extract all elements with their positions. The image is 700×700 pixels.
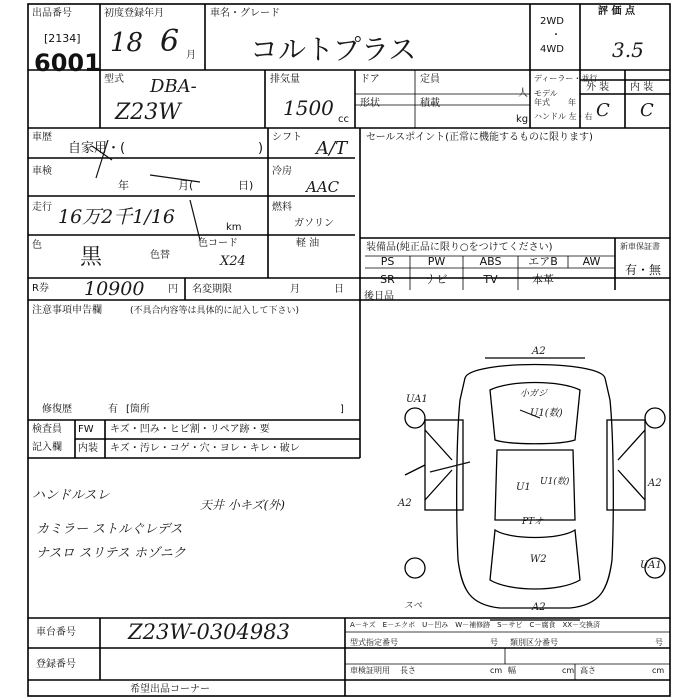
recycle-value: 10900 bbox=[84, 278, 145, 300]
exterior-label: 外 装 bbox=[586, 82, 610, 93]
recycle-label: R券 bbox=[32, 283, 49, 294]
damage-label-rear-glass: PTオ bbox=[522, 517, 544, 527]
damage-label-roof: U1 bbox=[516, 482, 531, 493]
interior-label: 内 装 bbox=[630, 82, 654, 93]
history-value: 自家用・( bbox=[68, 141, 126, 156]
damage-label-rear-bumper: A2 bbox=[532, 602, 546, 613]
remark-line-2: 天井 小キズ(外) bbox=[200, 498, 285, 512]
chassis-label: 車台番号 bbox=[36, 627, 76, 638]
history-close: ) bbox=[258, 141, 264, 156]
drive-2wd[interactable]: 2WD bbox=[540, 16, 564, 27]
equipment-sr[interactable]: SR bbox=[380, 273, 395, 286]
car-name: コルトプラス bbox=[250, 33, 417, 66]
mileage-label: 走行 bbox=[32, 202, 52, 213]
body-dims-label: 車検証明用 bbox=[350, 666, 390, 675]
equipment-abs[interactable]: ABS bbox=[479, 255, 502, 268]
equipment-pw[interactable]: PW bbox=[427, 255, 446, 268]
equipment-tv[interactable]: TV bbox=[483, 273, 498, 286]
wish-corner-label: 希望出品コーナー bbox=[130, 684, 210, 695]
height-label: 高さ bbox=[580, 666, 596, 675]
load-label: 積載 bbox=[420, 98, 440, 109]
equipment-title: 装備品(純正品に限り○をつけてください) bbox=[366, 242, 553, 253]
warranty-value[interactable]: 有・無 bbox=[625, 263, 662, 277]
color-value: 黒 bbox=[80, 245, 103, 270]
length-label: 長さ bbox=[400, 666, 416, 675]
score-value: 3.5 bbox=[612, 38, 644, 62]
remark-line-3: カミラー ストルぐレデス bbox=[36, 522, 183, 537]
model-prefix: DBA- bbox=[150, 76, 197, 97]
designated-unit: 号 bbox=[490, 638, 498, 647]
drive-4wd[interactable]: 4WD bbox=[540, 44, 564, 55]
model-year-label-2: 年式 bbox=[534, 98, 550, 107]
ac-value: AAC bbox=[306, 178, 340, 196]
width-unit: cm bbox=[562, 666, 575, 675]
color-code-value: X24 bbox=[220, 254, 246, 269]
remark-line-4: ナスロ スリテス ホゾニク bbox=[36, 546, 186, 561]
model-year-label: モデル bbox=[534, 89, 558, 98]
repair-place-open: [箇所 bbox=[126, 404, 150, 415]
damage-label-roof-2: U1(数) bbox=[540, 477, 570, 487]
damage-label-bonnet: 小ガジ bbox=[520, 389, 548, 399]
inspector-label-1: 検査員 bbox=[32, 424, 62, 435]
sales-point-title: セールスポイント(正常に機能するものに限ります) bbox=[366, 132, 593, 143]
length-unit: cm bbox=[490, 666, 503, 675]
lot-number: 6001 bbox=[34, 49, 101, 77]
color-code-label: 色コード bbox=[198, 238, 238, 249]
car-name-label: 車名・グレード bbox=[210, 8, 280, 19]
km-unit: km bbox=[226, 222, 242, 233]
fuel-diesel[interactable]: 軽 油 bbox=[296, 238, 320, 249]
repair-history-yes[interactable]: 有 bbox=[108, 404, 118, 415]
equipment-airbag[interactable]: エアB bbox=[528, 255, 558, 268]
handle-label: ハンドル 左・右 bbox=[534, 112, 593, 121]
damage-label-right-side: A2 bbox=[648, 478, 662, 489]
fuel-label: 燃料 bbox=[272, 202, 292, 213]
fuel-gasoline[interactable]: ガソリン bbox=[294, 218, 334, 229]
height-unit: cm bbox=[652, 666, 665, 675]
color-label: 色 bbox=[32, 240, 42, 251]
cc-unit: cc bbox=[338, 114, 349, 125]
remark-line-1: ハンドルスレ bbox=[32, 488, 110, 503]
inspection-year-unit: 年 bbox=[118, 179, 129, 192]
notes-title: 注意事項申告欄 bbox=[32, 305, 102, 316]
drive-separator: ・ bbox=[551, 30, 561, 41]
capacity-unit: 人 bbox=[518, 88, 528, 99]
inspection-label: 車検 bbox=[32, 166, 52, 177]
model-code: Z23W bbox=[115, 100, 181, 125]
equipment-leather[interactable]: 本革 bbox=[532, 273, 554, 286]
repair-place-close: ] bbox=[340, 404, 344, 415]
name-change-day-unit: 日 bbox=[334, 284, 344, 295]
month-unit: 月 bbox=[186, 50, 196, 61]
score-label: 評 価 点 bbox=[598, 6, 635, 17]
shift-label: シフト bbox=[272, 132, 302, 143]
notes-subtitle: (不具合内容等は具体的に記入して下さい) bbox=[130, 306, 300, 316]
shape-label: 形状 bbox=[360, 98, 380, 109]
damage-label-bonnet-2: U1(数) bbox=[530, 408, 563, 419]
repair-history-label: 修復歴 bbox=[42, 404, 72, 415]
damage-label-left-front: UA1 bbox=[406, 394, 428, 405]
equipment-navi[interactable]: ナビ bbox=[425, 273, 448, 286]
fw-items: キズ・凹み・ヒビ割・リペア跡・要 bbox=[110, 424, 270, 435]
damage-legend: A－キズ E－エクボ U－凹み W－補修跡 S－サビ C－腐食 XX－交換済 bbox=[350, 621, 601, 629]
damage-label-front: A2 bbox=[532, 346, 546, 357]
width-label: 幅 bbox=[508, 666, 516, 675]
first-registration-label: 初度登録年月 bbox=[104, 8, 164, 19]
registration-label: 登録番号 bbox=[36, 659, 76, 670]
registration-month: 6 bbox=[160, 24, 180, 59]
interior-inspect-items: キズ・汚レ・コゲ・穴・ヨレ・キレ・破レ bbox=[110, 443, 300, 454]
color-change-label: 色替 bbox=[150, 250, 170, 261]
interior-grade: C bbox=[640, 100, 654, 121]
designated-label: 型式指定番号 bbox=[350, 638, 398, 647]
ac-label: 冷房 bbox=[272, 166, 292, 177]
damage-label-right-rear: UA1 bbox=[640, 560, 662, 571]
interior-inspect-label: 内装 bbox=[78, 443, 98, 454]
mileage-value: 16万2千1/16 bbox=[58, 206, 175, 228]
model-year-unit: 年 bbox=[568, 98, 576, 107]
equipment-aw[interactable]: AW bbox=[582, 255, 601, 268]
shift-value: A/T bbox=[316, 138, 348, 159]
door-label: ドア bbox=[360, 74, 380, 85]
chassis-number: Z23W-0304983 bbox=[128, 620, 290, 644]
fw-label: FW bbox=[78, 424, 94, 435]
name-change-label: 名変期限 bbox=[192, 284, 232, 295]
exterior-grade: C bbox=[596, 100, 610, 121]
displacement-value: 1500 bbox=[283, 96, 334, 120]
name-change-month-unit: 月 bbox=[290, 284, 300, 295]
model-type-label: 型式 bbox=[104, 74, 124, 85]
lot-code: [2134] bbox=[44, 32, 81, 45]
dealer-label: ディーラー・並行 bbox=[534, 74, 598, 83]
category-unit: 号 bbox=[655, 638, 663, 647]
load-unit: kg bbox=[516, 114, 529, 125]
inspector-label-2: 記入欄 bbox=[32, 442, 62, 453]
inspection-month-unit: 月( bbox=[178, 179, 194, 192]
category-label: 類別区分番号 bbox=[510, 638, 558, 647]
history-label: 車歴 bbox=[32, 132, 52, 143]
later-docs-label: 後日品 bbox=[364, 291, 394, 302]
damage-label-left-side: A2 bbox=[398, 498, 412, 509]
lot-number-label: 出品番号 bbox=[32, 8, 72, 19]
warranty-title: 新車保証書 bbox=[620, 242, 660, 251]
yen-unit: 円 bbox=[168, 284, 178, 295]
inspection-day-unit: 日) bbox=[238, 179, 254, 192]
equipment-ps[interactable]: PS bbox=[380, 255, 395, 268]
damage-label-rear: W2 bbox=[530, 554, 547, 565]
registration-year: 18 bbox=[110, 28, 144, 58]
displacement-label: 排気量 bbox=[270, 74, 300, 85]
capacity-label: 定員 bbox=[420, 74, 440, 85]
damage-label-spare: スペ bbox=[404, 601, 423, 611]
